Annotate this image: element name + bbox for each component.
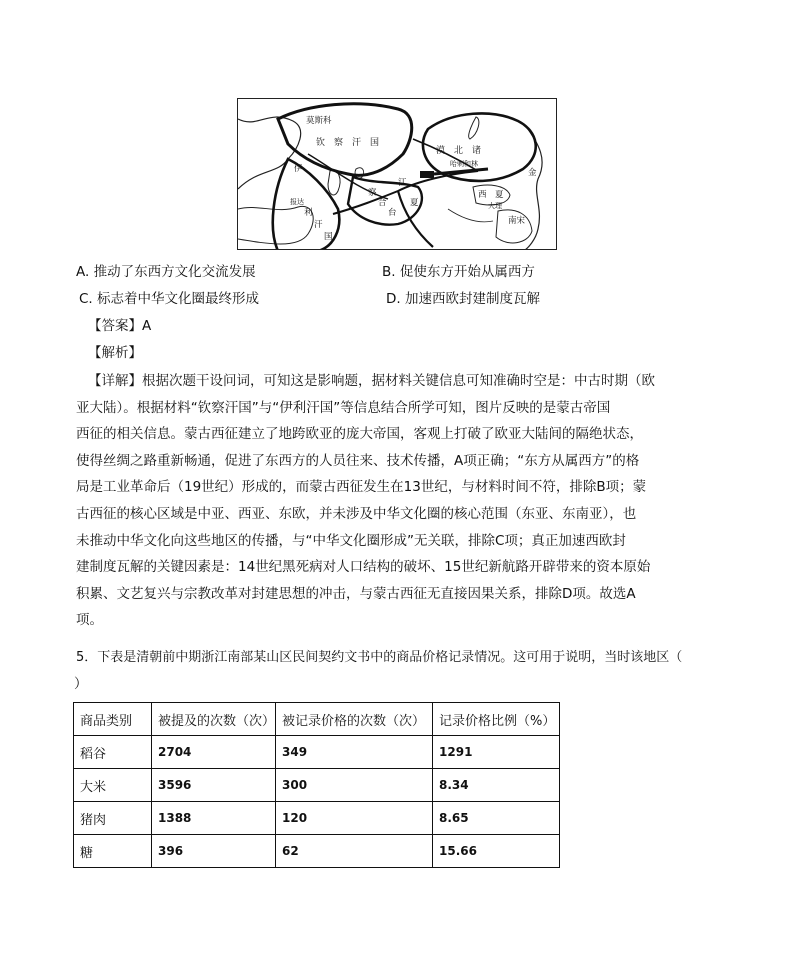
table-cell: 8.65 xyxy=(433,802,560,835)
east-coast xyxy=(523,129,542,250)
table-cell: 300 xyxy=(276,769,433,802)
map-label-karakorum: 哈剌和林 xyxy=(450,160,478,168)
map-label-xia: 夏 xyxy=(410,198,419,208)
map-label-song: 南宋 xyxy=(508,216,526,226)
map-label-jin: 金 xyxy=(528,168,537,178)
table-row xyxy=(74,802,560,835)
option-a: A. 推动了东西方文化交流发展 xyxy=(76,264,256,280)
map-label-chagatai: 察 xyxy=(368,188,377,198)
table-cell: 15.66 xyxy=(433,835,560,868)
explanation-line: 建制度瓦解的关键因素是：14世纪黑死病对人口结构的破坏、15世纪新航路开辟带来的资本原始 xyxy=(76,559,651,576)
option-d: D. 加速西欧封建制度瓦解 xyxy=(386,291,540,307)
analysis-label: 【解析】 xyxy=(88,345,142,361)
mongol-conquest-map xyxy=(237,98,557,250)
map-label-chagatai-2: 合 xyxy=(378,198,387,208)
table-cell: 糖 xyxy=(74,835,152,868)
explanation-line: 未推动中华文化向这些地区的传播，与“中华文化圈形成”无关联，排除C项；真正加速西欧封 xyxy=(76,532,626,549)
table-row xyxy=(74,835,560,868)
map-label-ilkhan-2: 利 xyxy=(304,208,313,218)
karakorum-marker xyxy=(420,171,434,178)
map-label-baghdad: 报达 xyxy=(290,198,304,206)
table-row xyxy=(74,736,560,769)
table-cell: 猪肉 xyxy=(74,802,152,835)
coastline xyxy=(238,117,301,189)
map-label-ilkhan-4: 国 xyxy=(324,232,333,242)
explanation-paragraph xyxy=(76,368,676,634)
question-5-text: 5．下表是清朝前中期浙江南部某山区民间契约文书中的商品价格记录情况。这可用于说明，当时该地区（ xyxy=(76,650,683,665)
lake-baikal xyxy=(469,117,479,139)
mediterranean xyxy=(238,206,313,244)
map-label-kipchak: 钦 察 汗 国 xyxy=(316,138,380,148)
table-row xyxy=(74,769,560,802)
map-label-mobei: 漠 北 诸 xyxy=(436,146,482,156)
river xyxy=(448,209,493,222)
song-border xyxy=(496,210,532,243)
explanation-line: 积累、文艺复兴与宗教改革对封建思想的冲击，与蒙古西征无直接因果关系，排除D项。故选A xyxy=(76,585,636,602)
explanation-line: 西征的相关信息。蒙古西征建立了地跨欧亚的庞大帝国，客观上打破了欧亚大陆间的隔绝状态， xyxy=(76,426,643,443)
table-cell: 62 xyxy=(276,835,433,868)
table-cell: 396 xyxy=(152,835,276,868)
explanation-line: 【详解】根据次题干设问词，可知这是影响题，据材料关键信息可知准确时空是：中古时期（欧 xyxy=(88,373,655,389)
table-cell: 1388 xyxy=(152,802,276,835)
answer-line: 【答案】A xyxy=(88,318,152,334)
explanation-line: 使得丝绸之路重新畅通，促进了东西方的人员往来、技术传播，A项正确；“东方从属西方”的格 xyxy=(76,452,640,469)
table-cell: 1291 xyxy=(433,736,560,769)
map-label-xixia: 西 夏 xyxy=(478,190,504,200)
table-header-cell: 被记录价格的次数（次） xyxy=(276,703,433,736)
table-header-cell: 记录价格比例（%） xyxy=(433,703,560,736)
table-cell: 2704 xyxy=(152,736,276,769)
option-b: B. 促使东方开始从属西方 xyxy=(382,264,535,280)
table-cell: 8.34 xyxy=(433,769,560,802)
map-label-chagatai-3: 台 xyxy=(388,208,397,218)
price-record-table xyxy=(73,702,560,868)
explanation-line: 古西征的核心区域是中亚、西亚、东欧，并未涉及中华文化圈的核心范围（东亚、东南亚），也 xyxy=(76,505,637,522)
explanation-line: 项。 xyxy=(76,612,103,629)
table-cell: 大米 xyxy=(74,769,152,802)
table-header-row xyxy=(74,703,560,736)
explanation-line: 局是工业革命后（19世纪）形成的，而蒙古西征发生在13世纪，与材料时间不符，排除B项；蒙 xyxy=(76,479,647,496)
option-c: C. 标志着中华文化圈最终形成 xyxy=(79,291,260,307)
map-label-dali: 大理 xyxy=(488,202,502,210)
table-cell: 120 xyxy=(276,802,433,835)
map-drawing xyxy=(238,99,557,250)
table-header-cell: 商品类别 xyxy=(74,703,152,736)
map-label-moscow: 莫斯科 xyxy=(306,116,332,126)
table-header-cell: 被提及的次数（次） xyxy=(152,703,276,736)
table-cell: 3596 xyxy=(152,769,276,802)
map-label-ilkhan-3: 汗 xyxy=(314,220,323,230)
question-5-blank: ） xyxy=(74,676,88,692)
map-label-ilkhan-1: 伊 xyxy=(294,164,303,174)
map-label-jiang: 江 xyxy=(398,178,407,188)
explanation-line: 亚大陆）。根据材料“钦察汗国”与“伊利汗国”等信息结合所学可知，图片反映的是蒙古帝国 xyxy=(76,399,611,416)
table-cell: 349 xyxy=(276,736,433,769)
table-cell: 稻谷 xyxy=(74,736,152,769)
